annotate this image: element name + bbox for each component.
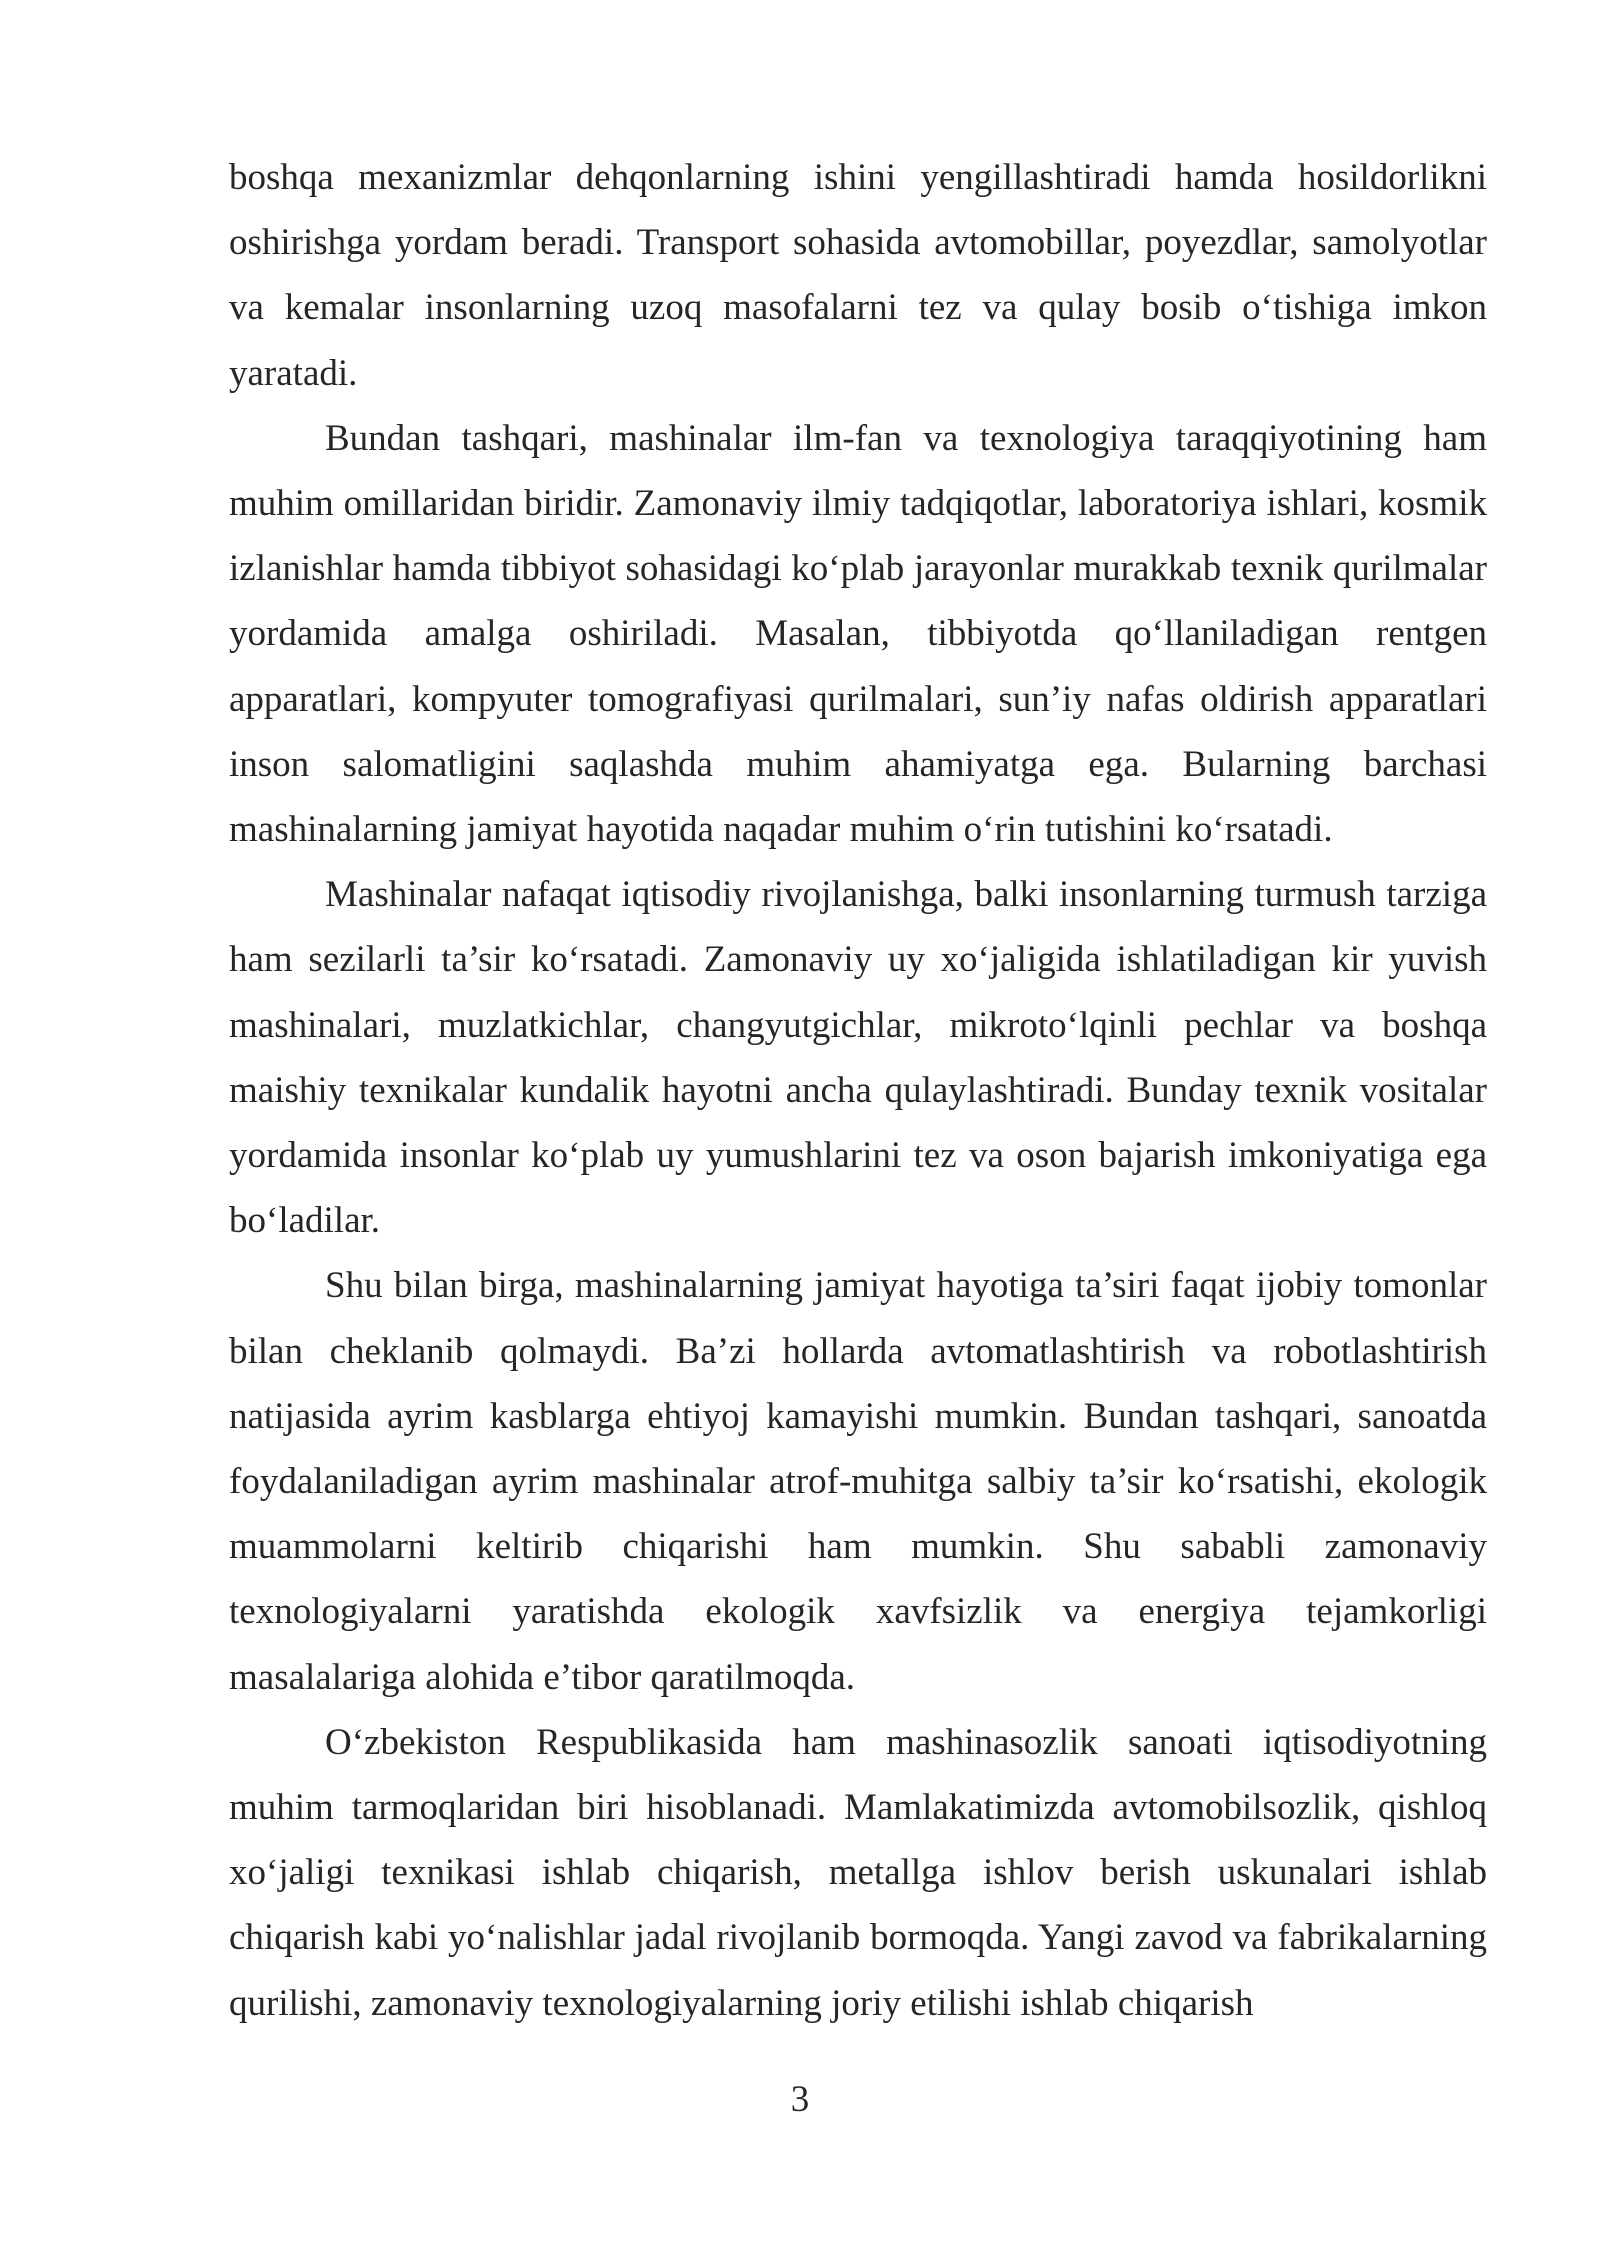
paragraph-1: boshqa mexanizmlar dehqonlarning ishini yengillashtiradi hamda hosildorlikni oshirishga yordam beradi. Transport sohasida avtomobillar, poyezdlar, samolyotlar va kemalar insonlarning uzoq masofalarni tez va qulay bosib oʻtishiga imkon yaratadi.	[229, 157, 1487, 394]
page-number: 3	[790, 2079, 810, 2120]
paragraph-2: Bundan tashqari, mashinalar ilm-fan va texnologiya taraqqiyotining ham muhim omillaridan biridir. Zamonaviy ilmiy tadqiqotlar, laboratoriya ishlari, kosmik izlanishlar hamda tibbiyot sohasidagi koʻplab jarayonlar murakkab texnik qurilmalar yordamida amalga oshiriladi. Masalan, tibbiyotda qoʻllaniladigan rentgen apparatlari, kompyuter tomografiyasi qurilmalari, sun’iy nafas oldirish apparatlari inson salomatligini saqlashda muhim ahamiyatga ega. Bularning barchasi mashinalarning jamiyat hayotida naqadar muhim oʻrin tutishini koʻrsatadi.	[229, 417, 1487, 851]
paragraph-4: Shu bilan birga, mashinalarning jamiyat hayotiga ta’siri faqat ijobiy tomonlar bilan cheklanib qolmaydi. Ba’zi hollarda avtomatlashtirish va robotlashtirish natijasida ayrim kasblarga ehtiyoj kamayishi mumkin. Bundan tashqari, sanoatda foydalaniladigan ayrim mashinalar atrof-muhitga salbiy ta’sir koʻrsatishi, ekologik muammolarni keltirib chiqarishi ham mumkin. Shu sababli zamonaviy texnologiyalarni yaratishda ekologik xavfsizlik va energiya tejamkorligi masalalariga alohida e’tibor qaratilmoqda.	[229, 1265, 1487, 1698]
paragraph-3: Mashinalar nafaqat iqtisodiy rivojlanishga, balki insonlarning turmush tarziga ham sezilarli ta’sir koʻrsatadi. Zamonaviy uy xoʻjaligida ishlatiladigan kir yuvish mashinalari, muzlatkichlar, changyutgichlar, mikrotoʻlqinli pechlar va boshqa maishiy texnikalar kundalik hayotni ancha qulaylashtiradi. Bunday texnik vositalar yordamida insonlar koʻplab uy yumushlarini tez va oson bajarish imkoniyatiga ega boʻladilar.	[229, 874, 1487, 1242]
body-text	[229, 145, 1487, 2036]
paragraph-5: Oʻzbekiston Respublikasida ham mashinasozlik sanoati iqtisodiyotning muhim tarmoqlaridan biri hisoblanadi. Mamlakatimizda avtomobilsozlik, qishloq xoʻjaligi texnikasi ishlab chiqarish, metallga ishlov berish uskunalari ishlab chiqarish kabi yoʻnalishlar jadal rivojlanib bormoqda. Yangi zavod va fabrikalarning qurilishi, zamonaviy texnologiyalarning joriy etilishi ishlab chiqarish	[229, 1721, 1487, 2024]
